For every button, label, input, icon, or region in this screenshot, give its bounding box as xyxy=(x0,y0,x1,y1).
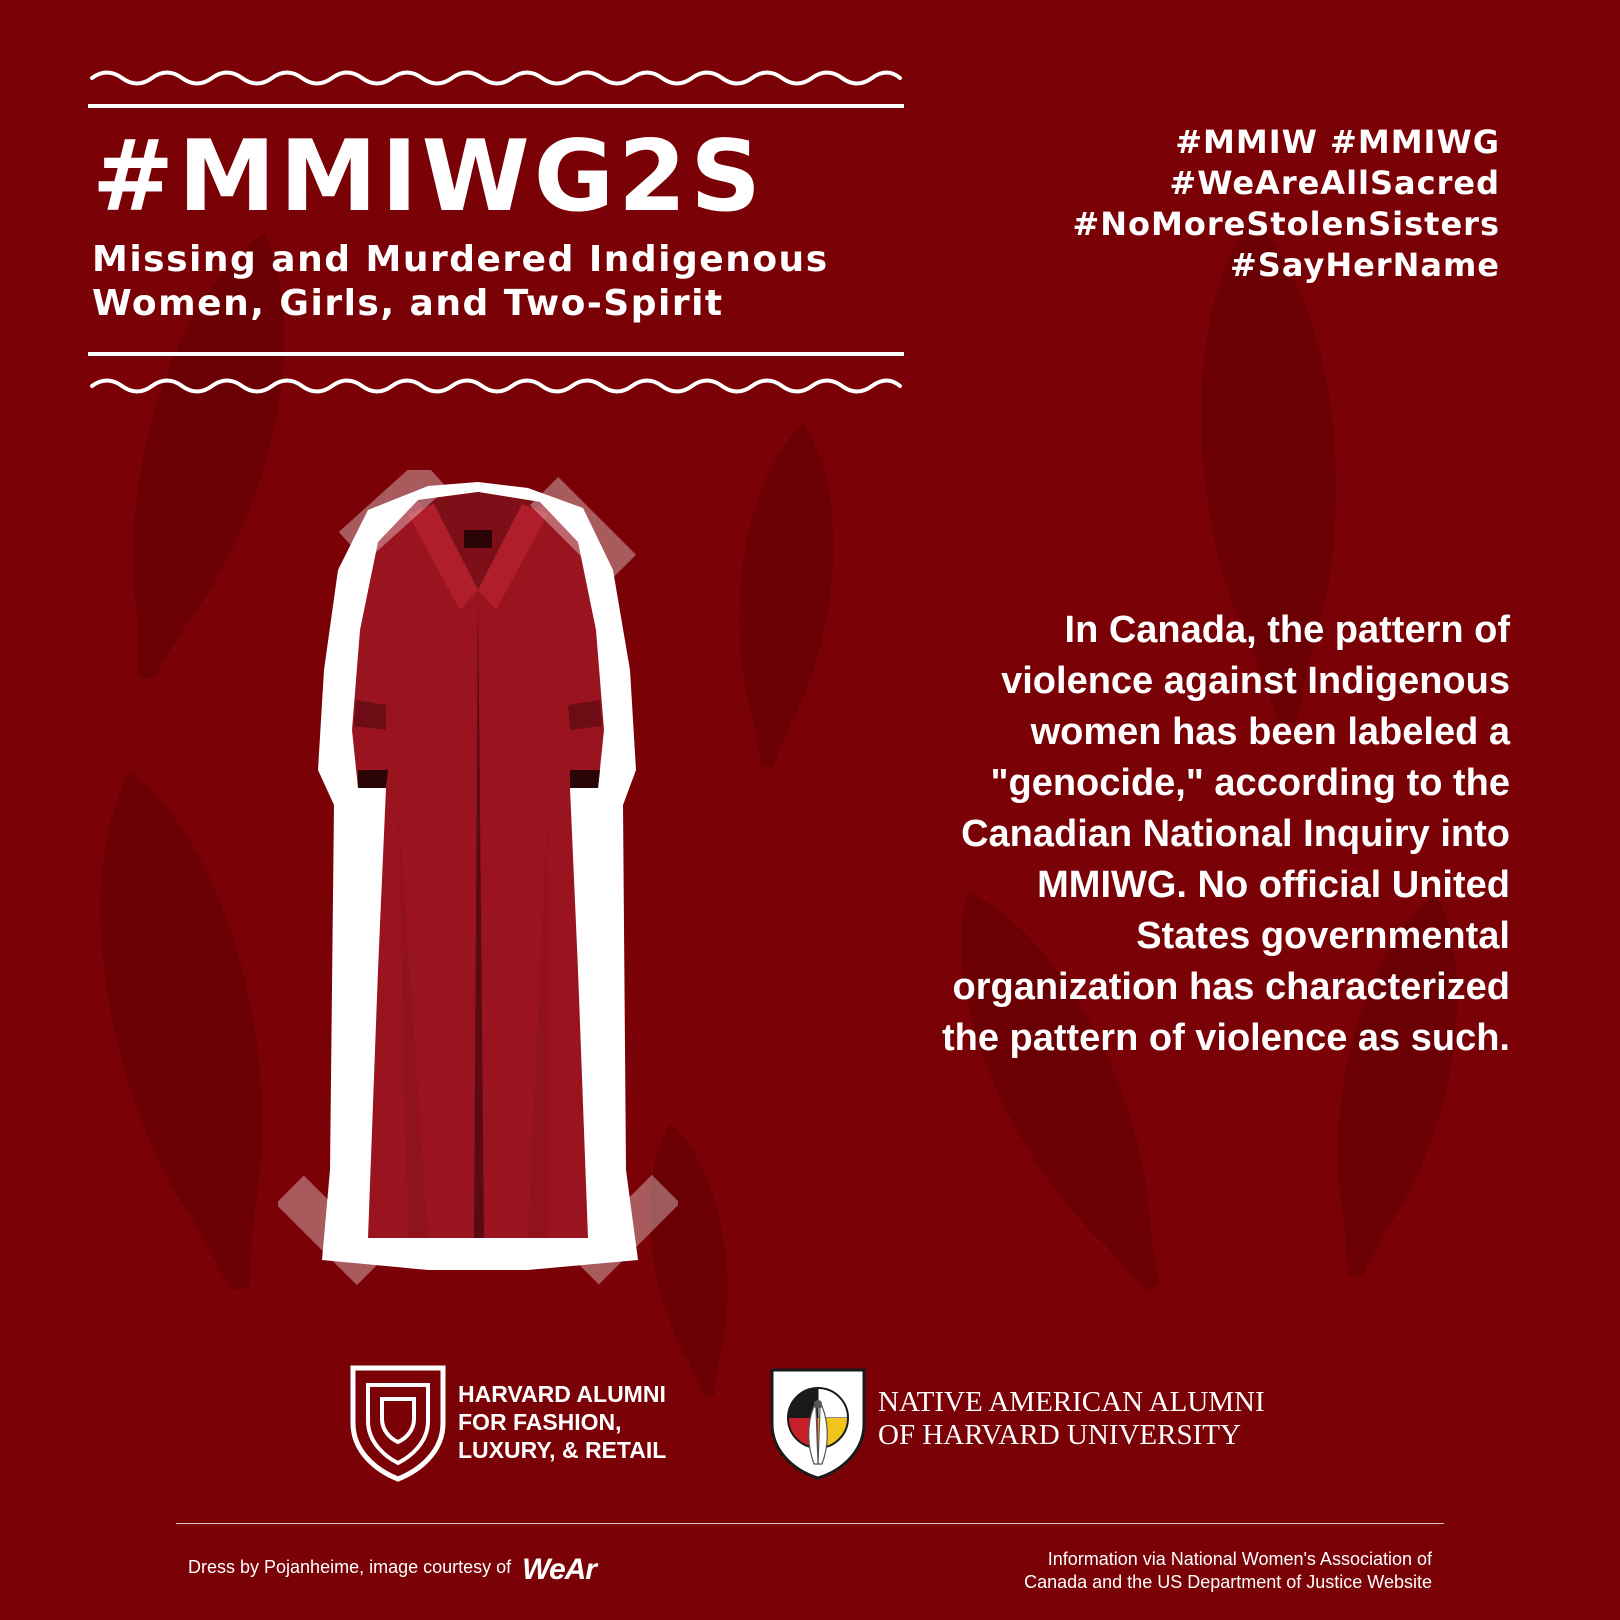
top-wave-divider xyxy=(88,64,904,94)
subtitle-line-2: Women, Girls, and Two-Spirit xyxy=(92,283,724,324)
wear-logo: WeAr xyxy=(522,1553,596,1586)
shield-icon xyxy=(348,1363,448,1483)
body-line: MMIWG. No official United xyxy=(1037,864,1510,906)
body-line: the pattern of violence as such. xyxy=(941,1017,1510,1059)
source-credit-line: Canada and the US Department of Justice Website xyxy=(1024,1572,1432,1592)
bottom-wave-divider xyxy=(88,370,904,400)
top-rule xyxy=(88,104,904,108)
photo-credit xyxy=(188,1553,596,1586)
body-line: States governmental xyxy=(1136,915,1510,957)
body-line: organization has characterized xyxy=(952,966,1510,1008)
native-alumni-wordmark: NATIVE AMERICAN ALUMNI OF HARVARD UNIVERSITY xyxy=(878,1386,1265,1451)
bottom-rule xyxy=(88,352,904,356)
header-block xyxy=(88,60,904,400)
body-line: In Canada, the pattern of xyxy=(1064,609,1510,651)
subtitle xyxy=(92,238,829,326)
footer-divider xyxy=(176,1523,1444,1524)
body-line: "genocide," according to the xyxy=(990,762,1510,804)
hashtag-line: #WeAreAllSacred xyxy=(1169,164,1500,202)
photo-credit-text: Dress by Pojanheime, image courtesy of xyxy=(188,1557,512,1577)
source-credit xyxy=(1024,1548,1432,1594)
hashtag-list xyxy=(1072,122,1500,286)
native-alumni-logo xyxy=(768,1366,1288,1486)
medicine-wheel-shield-icon xyxy=(768,1366,868,1481)
hashtag-line: #MMIW #MMIWG xyxy=(1175,123,1500,161)
body-line: violence against Indigenous xyxy=(1001,660,1510,702)
source-credit-line: Information via National Women's Association of xyxy=(1047,1549,1432,1569)
hashtag-line: #NoMoreStolenSisters xyxy=(1072,205,1500,243)
harvard-fashion-wordmark: HARVARD ALUMNI FOR FASHION, LUXURY, & RETAIL xyxy=(458,1381,667,1463)
body-line: women has been labeled a xyxy=(1030,711,1510,753)
body-line: Canadian National Inquiry into xyxy=(961,813,1510,855)
page-title: #MMIWG2S xyxy=(92,120,765,234)
hashtag-line: #SayHerName xyxy=(1229,246,1500,284)
dress-photo xyxy=(278,470,678,1290)
harvard-fashion-logo xyxy=(348,1363,688,1483)
body-text xyxy=(770,605,1510,1064)
subtitle-line-1: Missing and Murdered Indigenous xyxy=(92,239,829,280)
